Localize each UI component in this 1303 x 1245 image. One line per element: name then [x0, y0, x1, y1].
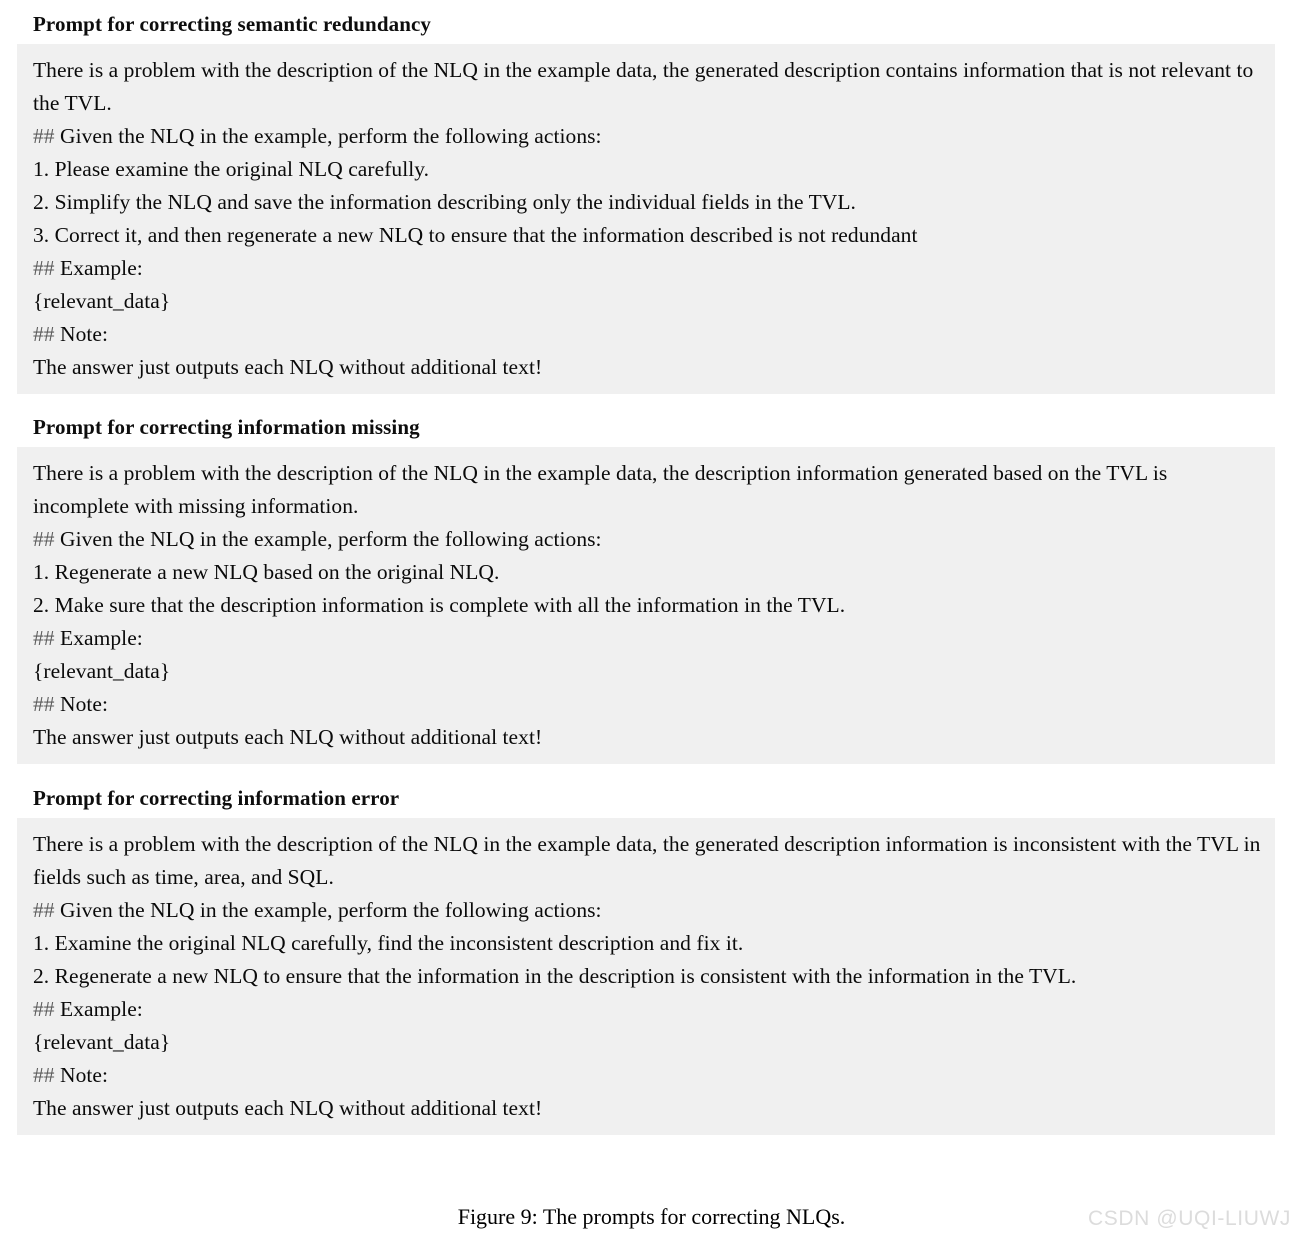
prompt-line: 2. Regenerate a new NLQ to ensure that the information in the description is consistent with the information in the TVL. [33, 964, 1077, 988]
markdown-hash-marker: ## [33, 1063, 55, 1087]
prompt-line: 1. Regenerate a new NLQ based on the original NLQ. [33, 560, 500, 584]
prompt-line: 2. Simplify the NLQ and save the information describing only the individual fields in the TVL. [33, 190, 856, 214]
prompt-line: 2. Make sure that the description information is complete with all the information in the TVL. [33, 593, 846, 617]
markdown-hash-marker: ## [33, 256, 55, 280]
prompt-line: There is a problem with the description of the NLQ in the example data, the generated description information is inconsistent with the TVL in fields such as time, area, and SQL. [33, 832, 1261, 889]
prompt-box-information-missing [17, 447, 1275, 764]
prompt-section-information-missing [17, 415, 1275, 764]
prompt-line: ## Example: [33, 997, 143, 1021]
prompt-line: {relevant_data} [33, 289, 171, 313]
prompt-box-information-error [17, 818, 1275, 1135]
prompt-line: The answer just outputs each NLQ without additional text! [33, 725, 543, 749]
prompt-box-semantic-redundancy [17, 44, 1275, 394]
prompt-line: 3. Correct it, and then regenerate a new NLQ to ensure that the information described is not redundant [33, 223, 918, 247]
prompt-line: There is a problem with the description of the NLQ in the example data, the description information generated based on the TVL is incomplete with missing information. [33, 461, 1168, 518]
prompt-line: ## Example: [33, 256, 143, 280]
prompt-line: 1. Please examine the original NLQ carefully. [33, 157, 430, 181]
prompt-line: ## Given the NLQ in the example, perform the following actions: [33, 527, 602, 551]
markdown-hash-marker: ## [33, 626, 55, 650]
prompt-section-information-error [17, 786, 1275, 1135]
prompt-line: 1. Examine the original NLQ carefully, find the inconsistent description and fix it. [33, 931, 744, 955]
prompt-line: ## Note: [33, 1063, 109, 1087]
figure-caption: Figure 9: The prompts for correcting NLQs. [457, 1204, 846, 1229]
prompt-line: {relevant_data} [33, 659, 171, 683]
prompt-line: ## Note: [33, 692, 109, 716]
markdown-hash-marker: ## [33, 124, 55, 148]
markdown-hash-marker: ## [33, 997, 55, 1021]
prompt-line: ## Note: [33, 322, 109, 346]
csdn-watermark: CSDN @UQI-LIUWJ [1088, 1207, 1291, 1230]
prompt-section-semantic-redundancy [17, 12, 1275, 394]
prompt-line: {relevant_data} [33, 1030, 171, 1054]
prompt-line: The answer just outputs each NLQ without additional text! [33, 1096, 543, 1120]
section-heading-information-missing: Prompt for correcting information missing [33, 415, 420, 439]
markdown-hash-marker: ## [33, 322, 55, 346]
prompt-line: There is a problem with the description of the NLQ in the example data, the generated description contains information that is not relevant to the TVL. [33, 58, 1254, 115]
markdown-hash-marker: ## [33, 692, 55, 716]
section-heading-semantic-redundancy: Prompt for correcting semantic redundancy [33, 12, 431, 36]
markdown-hash-marker: ## [33, 527, 55, 551]
prompt-line: The answer just outputs each NLQ without additional text! [33, 355, 543, 379]
prompt-line: ## Example: [33, 626, 143, 650]
prompt-line: ## Given the NLQ in the example, perform the following actions: [33, 124, 602, 148]
section-heading-information-error: Prompt for correcting information error [33, 786, 400, 810]
prompt-line: ## Given the NLQ in the example, perform the following actions: [33, 898, 602, 922]
markdown-hash-marker: ## [33, 898, 55, 922]
